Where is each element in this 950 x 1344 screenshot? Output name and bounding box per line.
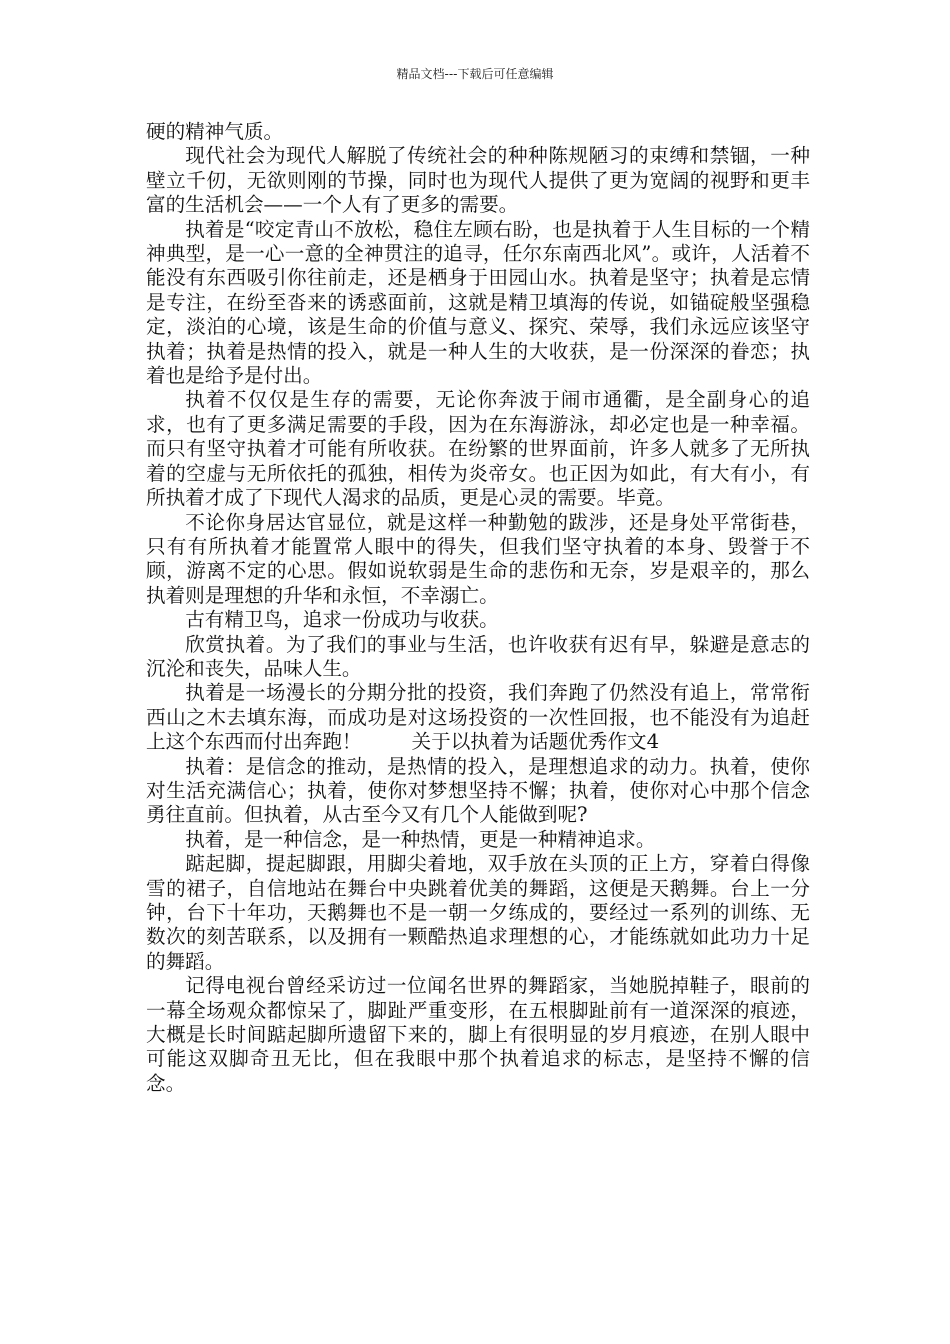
paragraph-5: 不论你身居达官显位，就是这样一种勤勉的跋涉，还是身处平常街巷，只有有所执着才能置常人眼中的得失，但我们坚守执着的本身、毁誉于不顾，游离不定的心思。假如说软弱是生命的悲伤和无奈，岁是艰辛的，那么执着则是理想的升华和永恒，不幸溺亡。	[146, 510, 810, 607]
page-header: 精品文档---下载后可任意编辑	[396, 67, 554, 81]
paragraph-8	[146, 681, 810, 754]
paragraph-9: 执着：是信念的推动，是热情的投入，是理想追求的动力。执着，使你对生活充满信心；执着，使你对梦想坚持不懈；执着，使你对心中那个信念勇往直前。但执着，从古至今又有几个人能做到呢?	[146, 754, 810, 827]
paragraph-12: 记得电视台曾经采访过一位闻名世界的舞蹈家，当她脱掉鞋子，眼前的一幕全场观众都惊呆了，脚趾严重变形，在五根脚趾前有一道深深的痕迹，大概是长时间踮起脚所遗留下来的，脚上有很明显的岁月痕迹，在别人眼中可能这双脚奇丑无比，但在我眼中那个执着追求的标志，是坚持不懈的信念。	[146, 974, 810, 1095]
section-title: 关于以执着为话题优秀作文4	[411, 730, 660, 754]
paragraph-2: 现代社会为现代人解脱了传统社会的种种陈规陋习的束缚和禁锢，一种壁立千仞，无欲则刚的节操，同时也为现代人提供了更为宽阔的视野和更丰富的生活机会——一个人有了更多的需要。	[146, 144, 810, 217]
paragraph-10: 执着，是一种信念，是一种热情，更是一种精神追求。	[185, 827, 656, 851]
paragraph-8-text: 执着是一场漫长的分期分批的投资，我们奔跑了仍然没有追上，常常衔西山之木去填东海，而成功是对这场投资的一次性回报，也不能没有为追赶上这个东西而付出奔跑！	[146, 681, 810, 754]
paragraph-3: 执着是“咬定青山不放松，稳住左顾右盼，也是执着于人生目标的一个精神典型，是一心一意的全神贯注的追寻，任尔东南西北风”。或许，人活着不能没有东西吸引你往前走，还是栖身于田园山水。执着是坚守；执着是忘情是专注，在纷至沓来的诱惑面前，这就是精卫填海的传说，如锚碇般坚强稳定，淡泊的心境，该是生命的价值与意义、探究、荣辱，我们永远应该坚守执着；执着是热情的投入，就是一种人生的大收获，是一份深深的眷恋；执着也是给予是付出。	[146, 217, 810, 388]
paragraph-7: 欣赏执着。为了我们的事业与生活，也许收获有迟有早，躲避是意志的沉沦和丧失，品味人生。	[146, 632, 810, 680]
paragraph-4: 执着不仅仅是生存的需要，无论你奔波于闹市通衢，是全副身心的追求，也有了更多满足需要的手段，因为在东海游泳，却必定也是一种幸福。而只有坚守执着才可能有所收获。在纷繁的世界面前，许多人就多了无所执着的空虚与无所依托的孤独，相传为炎帝女。也正因为如此，有大有小，有所执着才成了下现代人渴求的品质，更是心灵的需要。毕竟。	[146, 388, 810, 510]
paragraph-1: 硬的精神气质。	[146, 120, 284, 143]
paragraph-6: 古有精卫鸟，追求一份成功与收获。	[185, 608, 499, 632]
paragraph-11: 踮起脚，提起脚跟，用脚尖着地，双手放在头顶的正上方，穿着白得像雪的裙子，自信地站在舞台中央跳着优美的舞蹈，这便是天鹅舞。台上一分钟，台下十年功，天鹅舞也不是一朝一夕练成的，要经过一系列的训练、无数次的刻苦联系，以及拥有一颗酷热追求理想的心，才能练就如此功力十足的舞蹈。	[146, 852, 810, 973]
document-body	[146, 120, 810, 1096]
